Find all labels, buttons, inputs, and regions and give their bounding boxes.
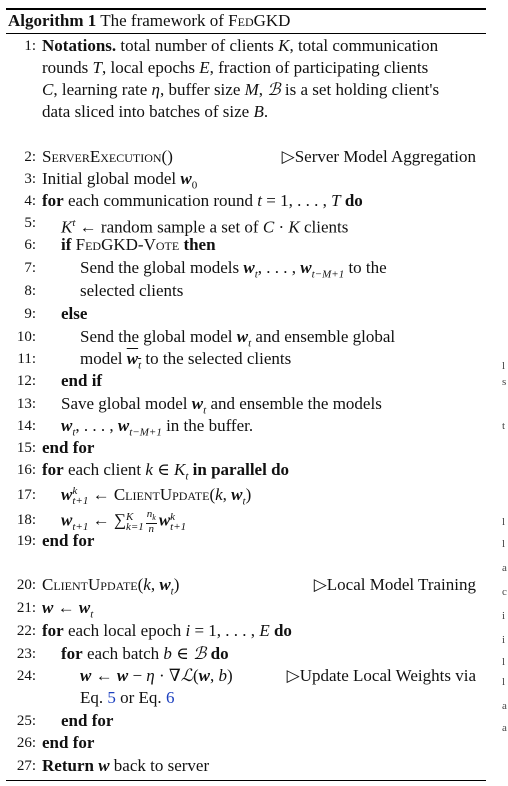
- line-22: [0, 620, 500, 642]
- line-number: 27:: [16, 758, 36, 774]
- line-text: [42, 101, 268, 123]
- text: clients: [299, 217, 349, 237]
- math-C: C: [262, 217, 275, 237]
- subscript: t: [254, 268, 258, 281]
- line-number: 3:: [24, 171, 36, 187]
- edge-glyph: l: [502, 360, 506, 372]
- math-w: w: [61, 510, 73, 530]
- keyword-for: for: [61, 644, 83, 663]
- line-text: [42, 146, 173, 168]
- math-b: b: [218, 666, 228, 685]
- subscript: t: [90, 608, 94, 621]
- math-w: w: [243, 258, 255, 277]
- text: is a set holding client's: [280, 80, 440, 99]
- line-14: [0, 415, 500, 437]
- keyword-if: if: [61, 235, 72, 254]
- math-w: w: [231, 485, 243, 504]
- line-number: 12:: [16, 373, 36, 389]
- line-number: 5:: [24, 215, 36, 231]
- text: (): [161, 147, 173, 166]
- edge-glyph: a: [502, 700, 507, 712]
- text: ,: [210, 666, 219, 685]
- math-T: T: [92, 58, 102, 77]
- text: to the: [344, 258, 387, 277]
- edge-glyph: l: [502, 676, 506, 688]
- text: , learning rate: [53, 80, 152, 99]
- math-M: M: [244, 80, 259, 99]
- subscript: t: [203, 404, 207, 417]
- equation-ref-6[interactable]: 6: [165, 688, 175, 707]
- line-1: [0, 35, 500, 57]
- text: each client: [63, 460, 146, 479]
- keyword-end-for: end for: [42, 438, 95, 457]
- math-k: k: [143, 575, 151, 594]
- math-t: t: [257, 191, 263, 210]
- subscript: k: [152, 513, 156, 523]
- keyword-end-for: end for: [61, 711, 114, 730]
- line-1-cont-2: [0, 79, 500, 101]
- line-9: [0, 303, 500, 325]
- line-number: 11:: [17, 351, 36, 367]
- line-text: [61, 234, 216, 256]
- keyword-for: for: [42, 191, 64, 210]
- subscript: 0: [191, 179, 198, 192]
- text: ,: [222, 485, 232, 504]
- equation-ref-5[interactable]: 5: [107, 688, 116, 707]
- text: each communication round: [63, 191, 258, 210]
- text: ,: [150, 575, 160, 594]
- text: −: [128, 666, 147, 685]
- line-24: [0, 665, 500, 687]
- line-text: [42, 79, 439, 101]
- math-w: w: [117, 416, 130, 435]
- text: or Eq.: [115, 688, 166, 707]
- line-12: [0, 370, 500, 392]
- line-number: 23:: [16, 646, 36, 662]
- line-number: 13:: [16, 396, 36, 412]
- line-3: [0, 168, 500, 190]
- edge-glyph: l: [502, 538, 506, 550]
- algorithm-title: [8, 9, 290, 33]
- text: ): [227, 666, 233, 685]
- text: = 1, . . . ,: [262, 191, 332, 210]
- text: , fraction of participating clients: [209, 58, 429, 77]
- edge-glyph: c: [502, 586, 507, 598]
- subscript: t: [248, 337, 252, 350]
- keyword-end-for: end for: [42, 531, 95, 550]
- text: back to server: [109, 756, 210, 775]
- text: (: [209, 485, 216, 504]
- text: , total communication: [289, 36, 439, 55]
- algorithm-title-name: FedGKD: [228, 11, 291, 30]
- line-17: [0, 484, 500, 506]
- superscript: t: [72, 217, 76, 229]
- line-number: 18:: [16, 512, 36, 528]
- subscript: t: [138, 359, 142, 372]
- math-B: B: [253, 102, 264, 121]
- keyword-then: then: [179, 235, 216, 254]
- line-5: [0, 212, 500, 237]
- math-K: K: [174, 460, 186, 479]
- text: ·: [274, 217, 289, 237]
- subscript: t−M+1: [129, 426, 162, 439]
- line-number: 9:: [24, 306, 36, 322]
- text: and ensemble the models: [206, 394, 382, 413]
- text: ): [245, 485, 252, 504]
- line-number: 10:: [16, 329, 36, 345]
- math-b: b: [163, 644, 172, 663]
- subscript: t−M+1: [311, 268, 345, 281]
- text: Eq.: [80, 688, 108, 707]
- line-number: 7:: [24, 260, 36, 276]
- text: ∈: [152, 460, 175, 479]
- line-number: 1:: [24, 38, 36, 54]
- math-w: w: [236, 327, 249, 346]
- line-1-cont-1: [0, 57, 500, 79]
- comment: ▷Local Model Training: [313, 575, 476, 594]
- line-7: [0, 257, 500, 279]
- function-name: ServerExecution: [42, 147, 162, 166]
- line-text: [80, 665, 233, 687]
- line-number: 2:: [24, 149, 36, 165]
- text: Save global model: [61, 394, 192, 413]
- sum-symbol: ∑: [113, 510, 126, 530]
- math-B-set: ℬ: [267, 80, 281, 99]
- keyword-for: for: [42, 460, 64, 479]
- math-E: E: [199, 58, 210, 77]
- line-text: selected clients: [80, 281, 184, 300]
- text: Send the global model: [80, 327, 237, 346]
- line-number: 16:: [16, 462, 36, 478]
- text: , . . . ,: [257, 258, 301, 277]
- denominator: n: [148, 523, 155, 536]
- line-1-cont-3: [0, 101, 500, 123]
- line-number: 19:: [16, 533, 36, 549]
- math-w: w: [300, 258, 312, 277]
- text: , buffer size: [159, 80, 245, 99]
- math-w: w: [158, 510, 171, 530]
- text: Send the global models: [80, 258, 244, 277]
- line-number: 17:: [16, 487, 36, 503]
- line-23: [0, 643, 500, 665]
- edge-glyph: i: [502, 634, 506, 646]
- line-27: [0, 755, 500, 777]
- sum-lower: k=1: [125, 520, 144, 533]
- text: , local epochs: [102, 58, 200, 77]
- math-B-set: ℬ: [193, 644, 207, 663]
- math-eta: η: [146, 666, 155, 685]
- line-20: [0, 574, 500, 596]
- text: (: [193, 666, 199, 685]
- text: ←: [88, 510, 114, 530]
- text: rounds: [42, 58, 93, 77]
- line-number: 26:: [16, 735, 36, 751]
- algorithm-label: Algorithm 1: [8, 11, 97, 30]
- line-21: [0, 597, 500, 619]
- math-w: w: [42, 598, 54, 617]
- keyword-do: do: [269, 621, 292, 640]
- line-4: [0, 190, 500, 212]
- text: Initial global model: [42, 169, 181, 188]
- text: ∈: [171, 644, 194, 663]
- keyword-do: do: [206, 644, 229, 663]
- line-number: 22:: [16, 623, 36, 639]
- line-11: [0, 348, 500, 370]
- subscript: t+1: [170, 520, 187, 533]
- notations-label: Notations.: [42, 36, 117, 55]
- keyword-end-if: end if: [61, 371, 103, 390]
- line-18: [0, 508, 500, 536]
- math-w: w: [198, 666, 211, 685]
- math-K: K: [278, 36, 290, 55]
- math-w: w: [191, 394, 204, 413]
- sum-upper: K: [125, 510, 134, 523]
- line-6: [0, 234, 500, 256]
- keyword-return: Return: [42, 756, 94, 775]
- line-text: [61, 643, 229, 665]
- line-15: [0, 437, 500, 459]
- math-L: ℒ: [180, 666, 193, 685]
- text: total number of clients: [116, 36, 279, 55]
- comment: ▷Server Model Aggregation: [281, 147, 476, 166]
- edge-glyph: a: [502, 562, 507, 574]
- text: each local epoch: [63, 621, 186, 640]
- subscript: t: [170, 585, 174, 598]
- text: ,: [258, 80, 268, 99]
- text: ←: [88, 485, 114, 504]
- line-16: [0, 459, 500, 481]
- math-k: k: [145, 460, 153, 479]
- function-name: ClientUpdate: [113, 485, 210, 504]
- keyword-for: for: [42, 621, 64, 640]
- line-text: [42, 755, 209, 777]
- line-number: 21:: [16, 600, 36, 616]
- subscript: t: [185, 470, 189, 483]
- text: and ensemble global: [251, 327, 396, 346]
- text: each batch: [82, 644, 164, 663]
- algorithm-title-prefix: The framework of: [100, 11, 229, 30]
- line-number: 8:: [24, 283, 36, 299]
- keyword-else: else: [61, 304, 88, 323]
- condition: FedGKD-Vote: [75, 235, 180, 254]
- keyword-do: do: [340, 191, 363, 210]
- math-T: T: [331, 191, 341, 210]
- math-w: w: [159, 575, 171, 594]
- comment: ▷Update Local Weights via: [286, 666, 476, 685]
- math-i: i: [185, 621, 191, 640]
- subscript: t+1: [72, 495, 89, 508]
- text: model: [80, 349, 127, 368]
- math-K: K: [288, 217, 300, 237]
- line-text: [42, 35, 438, 57]
- keyword-end-for: end for: [42, 733, 95, 752]
- text: , . . . ,: [75, 416, 118, 435]
- math-w: w: [78, 598, 91, 617]
- text: to the selected clients: [141, 349, 292, 368]
- edge-glyph: a: [502, 722, 507, 734]
- bottom-rule: [6, 780, 486, 781]
- math-w: w: [61, 485, 73, 504]
- line-8: [0, 280, 500, 302]
- line-text: [80, 687, 174, 709]
- text: · ∇: [154, 666, 181, 685]
- superscript: k: [170, 510, 176, 523]
- text: = 1, . . . ,: [190, 621, 260, 640]
- line-number: 4:: [24, 193, 36, 209]
- title-rule: [6, 33, 486, 34]
- line-26: [0, 732, 500, 754]
- line-19: [0, 530, 500, 552]
- line-number: 6:: [24, 237, 36, 253]
- subscript: t: [242, 495, 246, 508]
- line-number: 15:: [16, 440, 36, 456]
- line-24-cont: [0, 687, 500, 709]
- math-E: E: [259, 621, 270, 640]
- math-C: C: [42, 80, 54, 99]
- math-w: w: [180, 169, 192, 188]
- line-number: 25:: [16, 713, 36, 729]
- math-w-bar: w: [126, 349, 139, 368]
- numerator: n: [146, 508, 153, 520]
- edge-glyph: i: [502, 610, 506, 622]
- line-number: 20:: [16, 577, 36, 593]
- text: .: [263, 102, 269, 121]
- math-k: k: [215, 485, 223, 504]
- line-number: 14:: [16, 418, 36, 434]
- text: data sliced into batches of size: [42, 102, 254, 121]
- line-13: [0, 393, 500, 415]
- keyword-in-parallel-do: in parallel do: [188, 460, 290, 479]
- line-number: 24:: [16, 668, 36, 684]
- math-K: K: [61, 217, 73, 237]
- math-w: w: [80, 666, 92, 685]
- math-eta: η: [151, 80, 160, 99]
- edge-glyph: s: [502, 376, 507, 388]
- text: ←: [53, 598, 79, 617]
- subscript: t+1: [72, 520, 89, 533]
- subscript: t: [72, 426, 76, 439]
- line-text: [42, 57, 428, 79]
- line-2: [0, 146, 500, 168]
- math-w: w: [116, 666, 129, 685]
- math-w: w: [61, 416, 73, 435]
- text: (: [137, 575, 144, 594]
- text: ←: [91, 666, 117, 685]
- line-text: [42, 190, 363, 212]
- text: in the buffer.: [161, 416, 254, 435]
- edge-glyph: l: [502, 516, 506, 528]
- edge-glyph: t: [502, 420, 506, 432]
- line-text: [42, 620, 292, 642]
- text: ): [173, 575, 180, 594]
- edge-glyph: l: [502, 656, 506, 668]
- line-10: [0, 326, 500, 348]
- superscript: k: [72, 485, 78, 498]
- line-25: [0, 710, 500, 732]
- text: ← random sample a set of: [75, 217, 263, 237]
- math-w: w: [98, 756, 110, 775]
- function-name: ClientUpdate: [42, 575, 138, 594]
